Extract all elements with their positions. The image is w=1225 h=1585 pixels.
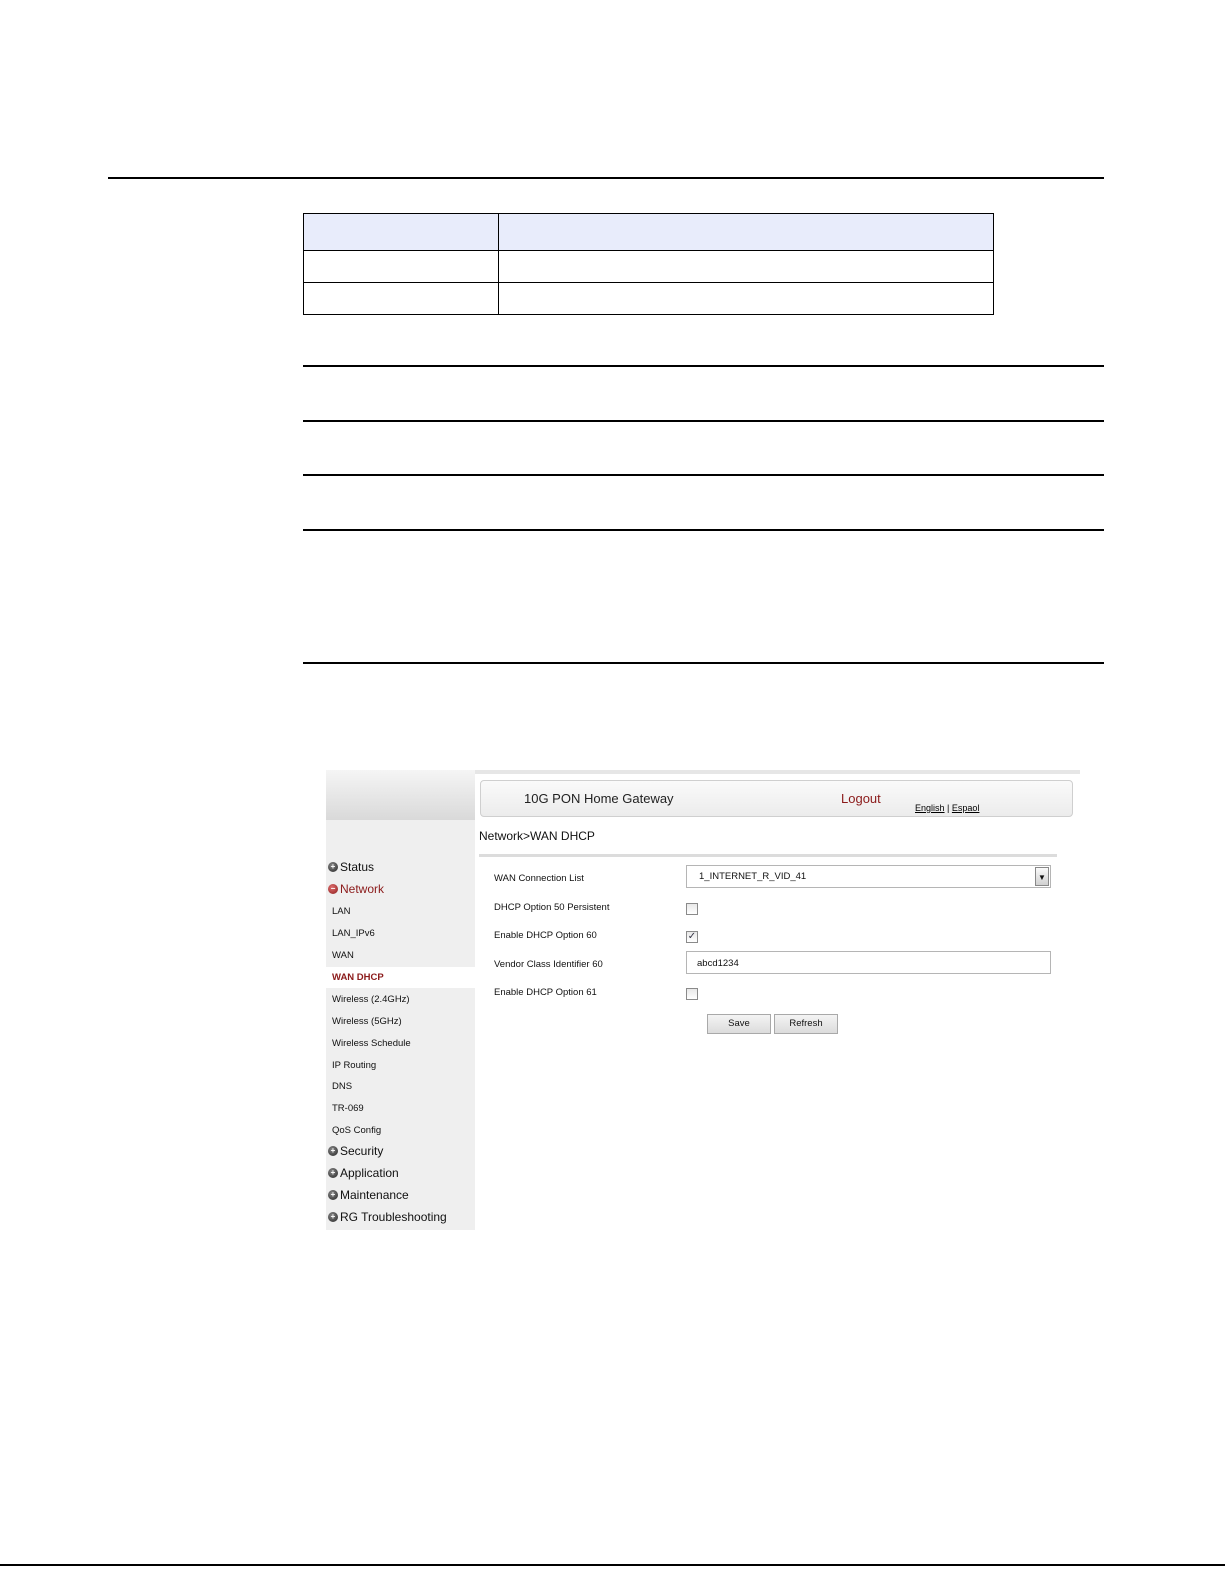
plus-icon: + <box>328 1190 338 1200</box>
refresh-button[interactable]: Refresh <box>774 1014 838 1034</box>
checkmark-icon: ✓ <box>687 931 697 942</box>
gateway-title: 10G PON Home Gateway <box>524 791 674 806</box>
sidebar-item-lan-ipv6[interactable]: LAN_IPv6 <box>332 928 375 939</box>
gateway-header <box>480 780 1073 817</box>
plus-icon: + <box>328 1212 338 1222</box>
sidebar-item-dns[interactable]: DNS <box>332 1081 353 1092</box>
top-strip <box>475 770 1080 774</box>
option60-checkbox[interactable] <box>686 931 698 943</box>
option61-label: Enable DHCP Option 61 <box>494 987 597 998</box>
vendor-class-input[interactable] <box>686 951 1051 974</box>
header-rule <box>108 177 1104 179</box>
save-button[interactable]: Save <box>707 1014 771 1034</box>
sidebar-logo-area <box>326 770 475 820</box>
lang-espanol-link[interactable]: Espaol <box>951 803 980 813</box>
breadcrumb-divider <box>479 854 1057 857</box>
vendor-class-label: Vendor Class Identifier 60 <box>494 959 603 970</box>
table-header-row <box>304 214 994 251</box>
sidebar-item-wan[interactable]: WAN <box>332 950 354 961</box>
note-rule <box>303 420 1104 422</box>
sidebar-item-tr069[interactable]: TR-069 <box>332 1103 364 1114</box>
sidebar-item-wireless-5[interactable]: Wireless (5GHz) <box>332 1016 402 1027</box>
vendor-class-value: abcd1234 <box>697 958 739 969</box>
sidebar-item-wan-dhcp[interactable]: WAN DHCP <box>326 967 475 988</box>
option50-label: DHCP Option 50 Persistent <box>494 902 610 913</box>
sidebar-item-wireless-schedule[interactable]: Wireless Schedule <box>332 1038 411 1049</box>
table-row <box>304 251 994 283</box>
wan-connection-select[interactable] <box>686 865 1051 888</box>
option50-checkbox[interactable] <box>686 903 698 915</box>
note-rule <box>303 365 1104 367</box>
plus-icon: + <box>328 862 338 872</box>
menu-group-network[interactable]: − Network <box>328 882 384 896</box>
note-rule <box>303 529 1104 531</box>
wan-connection-label: WAN Connection List <box>494 873 584 884</box>
wan-connection-value: 1_INTERNET_R_VID_41 <box>699 871 807 882</box>
chevron-down-icon[interactable]: ▼ <box>1035 867 1049 886</box>
gateway-screenshot <box>326 770 1080 1230</box>
plus-icon: + <box>328 1146 338 1156</box>
lang-english-link[interactable]: English <box>915 803 945 813</box>
sidebar-item-qos-config[interactable]: QoS Config <box>332 1125 382 1136</box>
option60-label: Enable DHCP Option 60 <box>494 930 597 941</box>
menu-group-maintenance[interactable]: + Maintenance <box>328 1188 409 1202</box>
menu-group-security[interactable]: + Security <box>328 1144 383 1158</box>
plus-icon: + <box>328 1168 338 1178</box>
sidebar-item-ip-routing[interactable]: IP Routing <box>332 1060 377 1071</box>
language-switch <box>915 803 979 813</box>
option61-checkbox[interactable] <box>686 988 698 1000</box>
doc-table <box>303 213 994 315</box>
sidebar-item-lan[interactable]: LAN <box>332 906 351 917</box>
note-rule <box>303 662 1104 664</box>
breadcrumb: Network>WAN DHCP <box>479 829 595 843</box>
lang-separator: | <box>947 803 950 813</box>
menu-group-rg-troubleshooting[interactable]: + RG Troubleshooting <box>328 1210 447 1224</box>
note-rule <box>303 474 1104 476</box>
logout-link[interactable]: Logout <box>841 791 881 806</box>
table-row <box>304 283 994 315</box>
menu-group-status[interactable]: + Status <box>328 860 374 874</box>
minus-icon: − <box>328 884 338 894</box>
footer-rule <box>0 1564 1225 1566</box>
menu-group-application[interactable]: + Application <box>328 1166 399 1180</box>
sidebar-item-wireless-24[interactable]: Wireless (2.4GHz) <box>332 994 410 1005</box>
